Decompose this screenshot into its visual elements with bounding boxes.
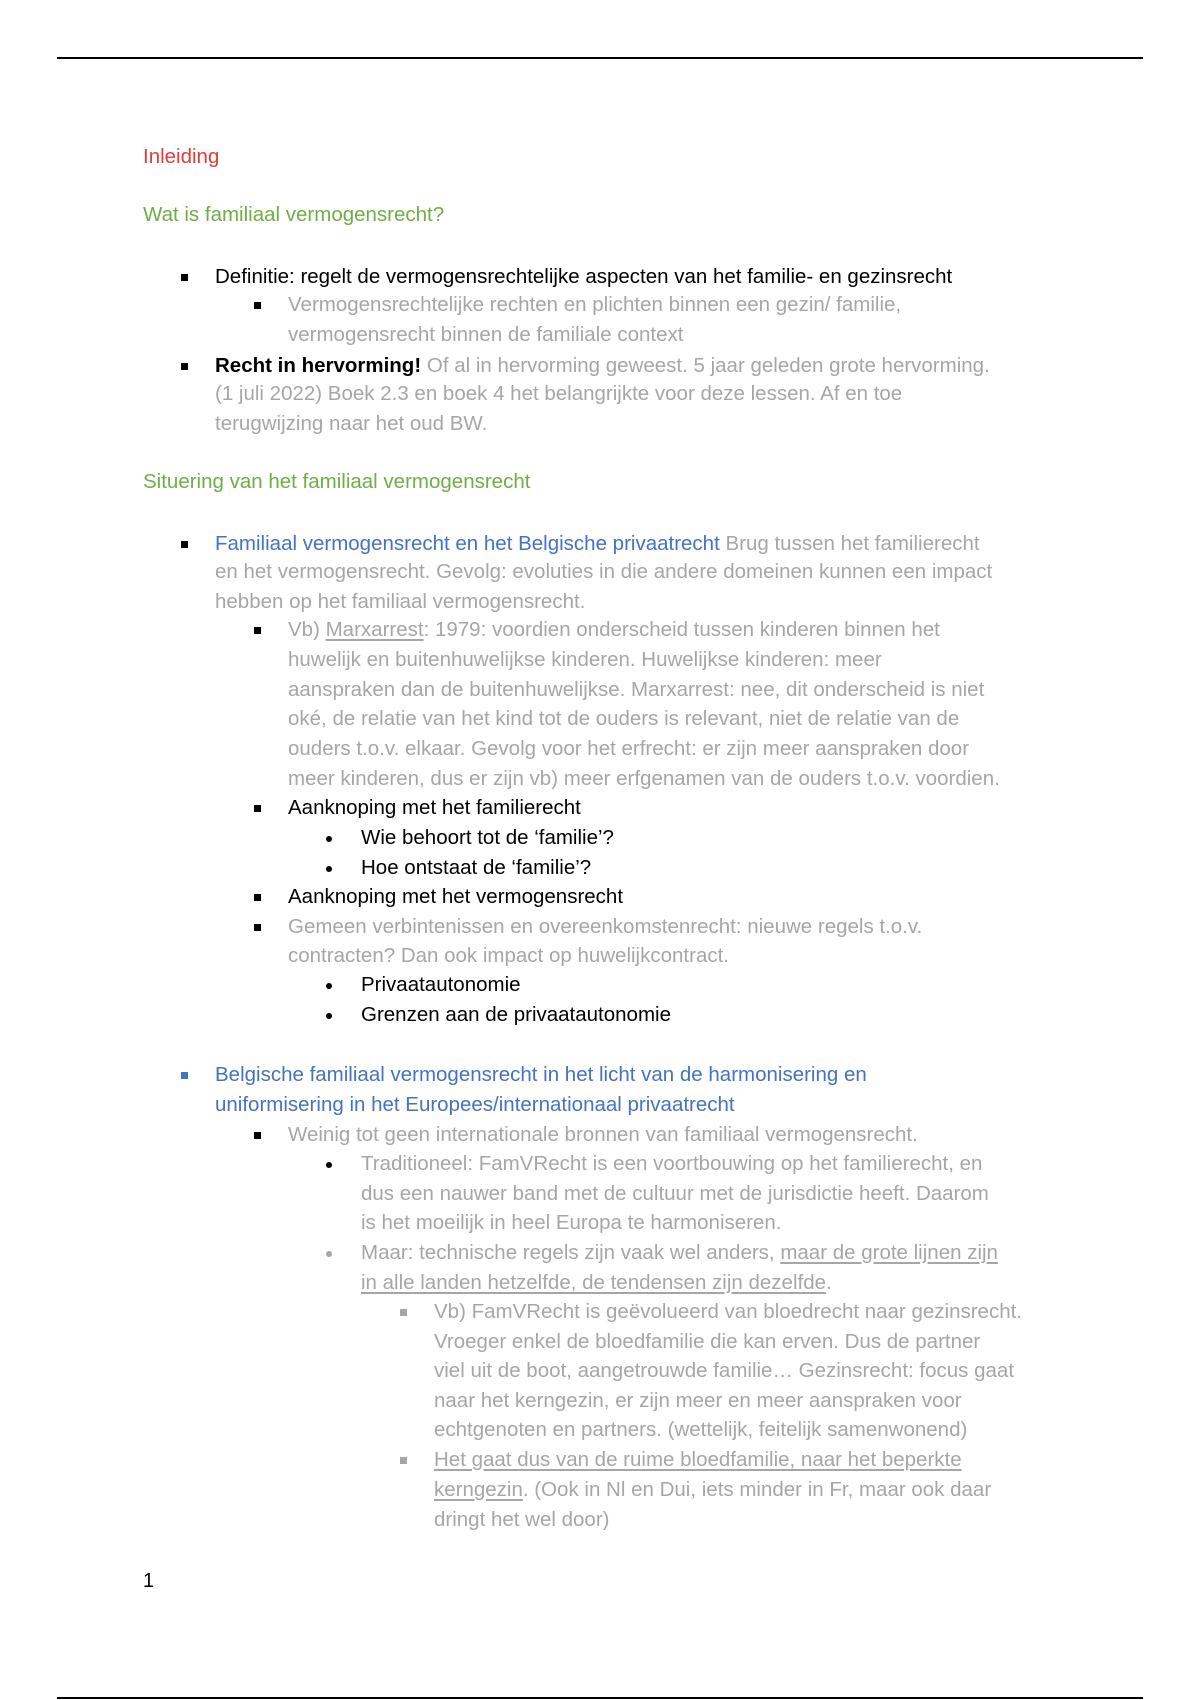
bullet-square	[254, 290, 261, 320]
marx-line4: oké, de relatie van het kind tot de ouders is relevant, niet de relatie van de	[288, 707, 960, 730]
gaat-line3: dringt het wel door)	[434, 1508, 610, 1531]
maar-line1	[361, 1238, 998, 1268]
bullet-square	[254, 615, 261, 645]
bullet-square	[254, 793, 261, 823]
hervorming-line2: (1 juli 2022) Boek 2.3 en boek 4 het belangrijkte voor deze lessen. Af en toe	[215, 382, 903, 405]
familie-q1: Wie behoort tot de ‘familie’?	[361, 826, 614, 849]
bullet-square	[181, 529, 188, 559]
gaat-rest: . (Ook in Nl en Dui, iets minder in Fr, maar ook daar	[522, 1478, 992, 1501]
gemeen-line2: contracten? Dan ook impact op huwelijkcontract.	[288, 944, 729, 967]
gaat-line2	[434, 1475, 991, 1505]
privaatrecht-line1	[215, 529, 980, 559]
marx-line3: aanspraken dan de buitenhuwelijkse. Marxarrest: nee, dit onderscheid is niet	[288, 678, 985, 701]
heading-inleiding: Inleiding	[143, 145, 220, 168]
traditioneel-line1: Traditioneel: FamVRecht is een voortbouwing op het familierecht, en	[361, 1152, 983, 1175]
bullet-square	[181, 1060, 188, 1090]
footer-rule	[57, 1697, 1143, 1699]
harmonisering-line2: uniformisering in het Europees/internationaal privaatrecht	[215, 1093, 735, 1116]
bullet-square	[400, 1297, 407, 1327]
bullet-dot	[326, 1000, 332, 1030]
marx-prefix: Vb)	[288, 618, 326, 641]
maar-prefix: Maar: technische regels zijn vaak wel anders,	[361, 1241, 781, 1264]
marx-line6: meer kinderen, dus er zijn vb) meer erfgenamen van de ouders t.o.v. voordien.	[288, 767, 1000, 790]
vb-line4: naar het kerngezin, er zijn meer en meer aanspraken voor	[434, 1389, 962, 1412]
vermogensrecht-text: Aanknoping met het vermogensrecht	[288, 885, 624, 908]
vb-line2: Vroeger enkel de bloedfamilie die kan erven. Dus de partner	[434, 1330, 981, 1353]
traditioneel-line3: is het moeilijk in heel Europa te harmoniseren.	[361, 1211, 782, 1234]
familierecht-text: Aanknoping met het familierecht	[288, 796, 581, 819]
privaatrecht-line3: hebben op het familiaal vermogensrecht.	[215, 590, 586, 613]
gemeen-line1: Gemeen verbintenissen en overeenkomstenrecht: nieuwe regels t.o.v.	[288, 915, 923, 938]
bullet-square	[400, 1445, 407, 1475]
privaatrecht-title: Familiaal vermogensrecht en het Belgische privaatrecht	[215, 532, 720, 555]
definitie-sub-line1: Vermogensrechtelijke rechten en plichten binnen een gezin/ familie,	[288, 293, 902, 316]
bullet-dot	[326, 823, 332, 853]
bullet-dot	[326, 970, 332, 1000]
traditioneel-line2: dus een nauwer band met de cultuur met de jurisdictie heeft. Daarom	[361, 1182, 989, 1205]
definitie-text: Definitie: regelt de vermogensrechtelijke aspecten van het familie- en gezinsrecht	[215, 265, 953, 288]
bullet-square	[254, 882, 261, 912]
gaat-underlined-2: kerngezin	[434, 1478, 523, 1501]
hervorming-bold: Recht in hervorming!	[215, 354, 422, 377]
vb-line5: echtgenoten en partners. (wettelijk, feitelijk samenwonend)	[434, 1418, 968, 1441]
hervorming-rest: Of al in hervorming geweest. 5 jaar geleden grote hervorming.	[421, 354, 990, 377]
gaat-line1	[434, 1445, 962, 1475]
bullet-dot	[326, 853, 332, 883]
bullet-square	[254, 912, 261, 942]
page-number: 1	[143, 1570, 155, 1592]
marx-line2: huwelijk en buitenhuwelijkse kinderen. Huwelijkse kinderen: meer	[288, 648, 882, 671]
familie-q2: Hoe ontstaat de ‘familie’?	[361, 856, 592, 879]
bullet-square	[181, 351, 188, 381]
heading-wat-is: Wat is familiaal vermogensrecht?	[143, 203, 445, 226]
maar-line2	[361, 1268, 832, 1298]
bullet-square	[254, 1120, 261, 1150]
vb-line1: Vb) FamVRecht is geëvolueerd van bloedrecht naar gezinsrecht.	[434, 1300, 1022, 1323]
marx-line1	[288, 615, 940, 645]
privaatrecht-line2: en het vermogensrecht. Gevolg: evoluties in die andere domeinen kunnen een impact	[215, 560, 993, 583]
maar-end: .	[826, 1271, 832, 1294]
marx-line5: ouders t.o.v. elkaar. Gevolg voor het erfrecht: er zijn meer aanspraken door	[288, 737, 970, 760]
bullet-square	[181, 262, 188, 292]
hervorming-line3: terugwijzing naar het oud BW.	[215, 412, 488, 435]
bullet-dot	[326, 1238, 332, 1268]
weinig-text: Weinig tot geen internationale bronnen van familiaal vermogensrecht.	[288, 1123, 918, 1146]
maar-underlined-2: in alle landen hetzelfde, de tendensen zijn dezelfde	[361, 1271, 827, 1294]
heading-situering: Situering van het familiaal vermogensrecht	[143, 470, 531, 493]
privaatautonomie: Privaatautonomie	[361, 973, 521, 996]
bullet-dot	[326, 1149, 332, 1179]
maar-underlined-1: maar de grote lijnen zijn	[780, 1241, 998, 1264]
harmonisering-line1: Belgische familiaal vermogensrecht in het licht van de harmonisering en	[215, 1063, 867, 1086]
gaat-underlined-1: Het gaat dus van de ruime bloedfamilie, naar het beperkte	[434, 1448, 962, 1471]
definitie-sub-line2: vermogensrecht binnen de familiale context	[288, 323, 684, 346]
hervorming-line1	[215, 351, 990, 381]
marx-link: Marxarrest	[325, 618, 424, 641]
marx-rest: : 1979: voordien onderscheid tussen kinderen binnen het	[423, 618, 940, 641]
privaatrecht-rest: Brug tussen het familierecht	[719, 532, 980, 555]
vb-line3: viel uit de boot, aangetrouwde familie… Gezinsrecht: focus gaat	[434, 1359, 1015, 1382]
grenzen-privaatautonomie: Grenzen aan de privaatautonomie	[361, 1003, 671, 1026]
header-rule	[57, 57, 1143, 59]
